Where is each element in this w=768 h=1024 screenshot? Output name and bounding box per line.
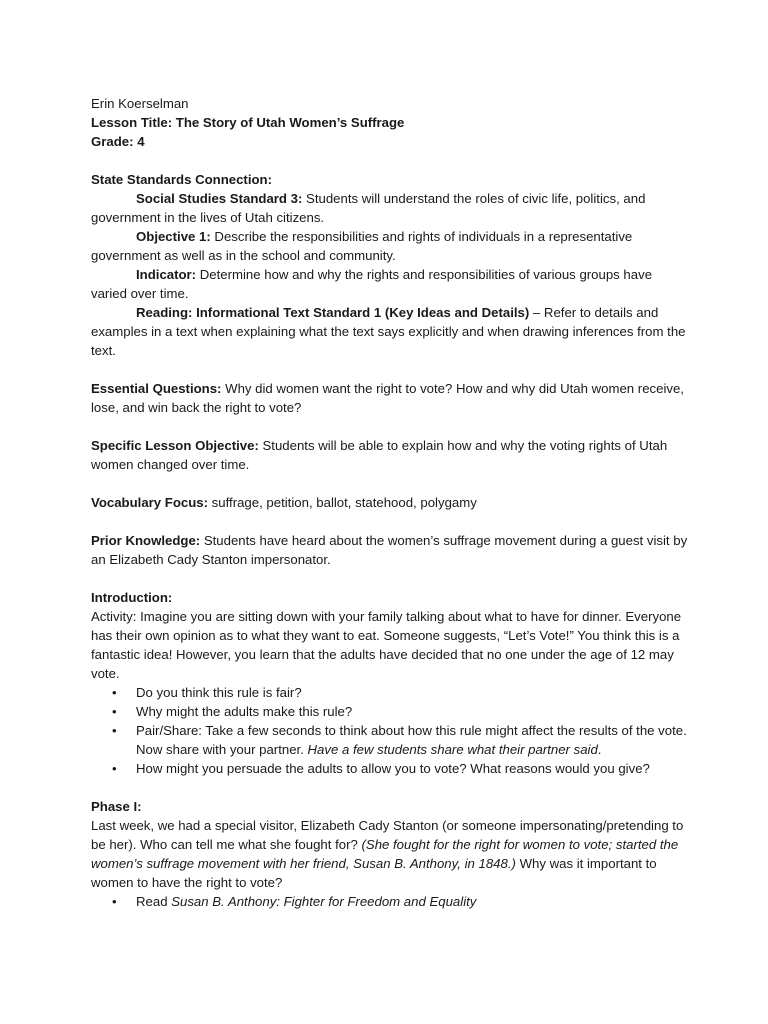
lesson-title-label: Lesson Title:: [91, 115, 173, 130]
indicator-label: Indicator:: [136, 267, 197, 282]
bullet-icon: •: [112, 685, 117, 700]
objective-label: Objective 1:: [136, 229, 211, 244]
social-studies-text: Students will understand the roles of civic life, politics, and government in the lives of Utah citizens.: [91, 191, 646, 225]
phase-1-text: Last week, we had a special visitor, Elizabeth Cady Stanton (or someone impersonating/pretending to be her). Who can tell me what she fought for? (She fought for the right for women to vote; started the women’s suffrage movement with her friend, Susan B. Anthony, in 1848.) Why was it important to women to have the right to vote?: [91, 818, 684, 890]
indicator: [91, 265, 691, 303]
social-studies-label: Social Studies Standard 3:: [136, 191, 303, 206]
grade-value: 4: [137, 134, 145, 149]
introduction-list: [91, 683, 691, 778]
list-item: • Read Susan B. Anthony: Fighter for Freedom and Equality: [112, 894, 477, 909]
introduction-heading: Introduction:: [91, 590, 173, 605]
vocabulary-text: suffrage, petition, ballot, statehood, polygamy: [208, 495, 477, 510]
list-item: • Do you think this rule is fair?: [112, 685, 302, 700]
lesson-title-line: [91, 113, 691, 132]
specific-objective-label: Specific Lesson Objective:: [91, 438, 259, 453]
list-item: • Why might the adults make this rule?: [112, 704, 353, 719]
indicator-text: Determine how and why the rights and responsibilities of various groups have varied over time.: [91, 267, 653, 301]
bullet-icon: •: [112, 704, 117, 719]
vocabulary-label: Vocabulary Focus:: [91, 495, 209, 510]
grade-label: Grade:: [91, 134, 134, 149]
bullet-icon: •: [112, 723, 117, 738]
bullet-icon: •: [112, 761, 117, 776]
phase-1-heading: Phase I:: [91, 799, 142, 814]
lesson-plan: [91, 94, 691, 911]
introduction-activity: Activity: Imagine you are sitting down with your family talking about what to have for dinner. Everyone has their own opinion as to what they want to eat. Someone suggests, “Let’s Vote!” You think this is a fantastic idea! However, you learn that the adults have decided that no one under the age of 12 may vote.: [91, 609, 682, 681]
book-title: Susan B. Anthony: Fighter for Freedom and Equality: [171, 894, 477, 909]
essential-questions: [91, 379, 691, 417]
objective-text: Describe the responsibilities and rights of individuals in a representative government as well as in the school and community.: [91, 229, 633, 263]
specific-objective-text: Students will be able to explain how and why the voting rights of Utah women changed over time.: [91, 438, 668, 472]
reading-standard: [91, 303, 691, 360]
reading-label: Reading: Informational Text Standard 1 (Key Ideas and Details): [136, 305, 530, 320]
prior-knowledge-label: Prior Knowledge:: [91, 533, 201, 548]
essential-questions-label: Essential Questions:: [91, 381, 222, 396]
lesson-title: The Story of Utah Women’s Suffrage: [175, 115, 405, 130]
teacher-note: (She fought for the right for women to vote; started the women’s suffrage movement with her friend, Susan B. Anthony, in 1848.): [91, 837, 679, 871]
author-name: Erin Koerselman: [91, 96, 189, 111]
prior-knowledge: [91, 531, 691, 569]
phase-1-list: [91, 892, 691, 911]
grade-line: [91, 132, 691, 151]
social-studies-standard: [91, 189, 691, 227]
essential-questions-text: Why did women want the right to vote? How and why did Utah women receive, lose, and win back the right to vote?: [91, 381, 684, 415]
list-item: • Pair/Share: Take a few seconds to think about how this rule might affect the results of the vote. Now share with your partner. Have a few students share what their partner said.: [112, 723, 687, 757]
list-item: • How might you persuade the adults to allow you to vote? What reasons would you give?: [112, 761, 650, 776]
standards-heading: State Standards Connection:: [91, 172, 272, 187]
reading-text: – Refer to details and examples in a text when explaining what the text says explicitly and when drawing inferences from the text.: [91, 305, 686, 358]
vocabulary-focus: [91, 493, 691, 512]
objective-1: [91, 227, 691, 265]
bullet-icon: •: [112, 894, 117, 909]
teacher-note: Have a few students share what their partner said: [307, 742, 598, 757]
prior-knowledge-text: Students have heard about the women’s suffrage movement during a guest visit by an Elizabeth Cady Stanton impersonator.: [91, 533, 688, 567]
specific-lesson-objective: [91, 436, 691, 474]
